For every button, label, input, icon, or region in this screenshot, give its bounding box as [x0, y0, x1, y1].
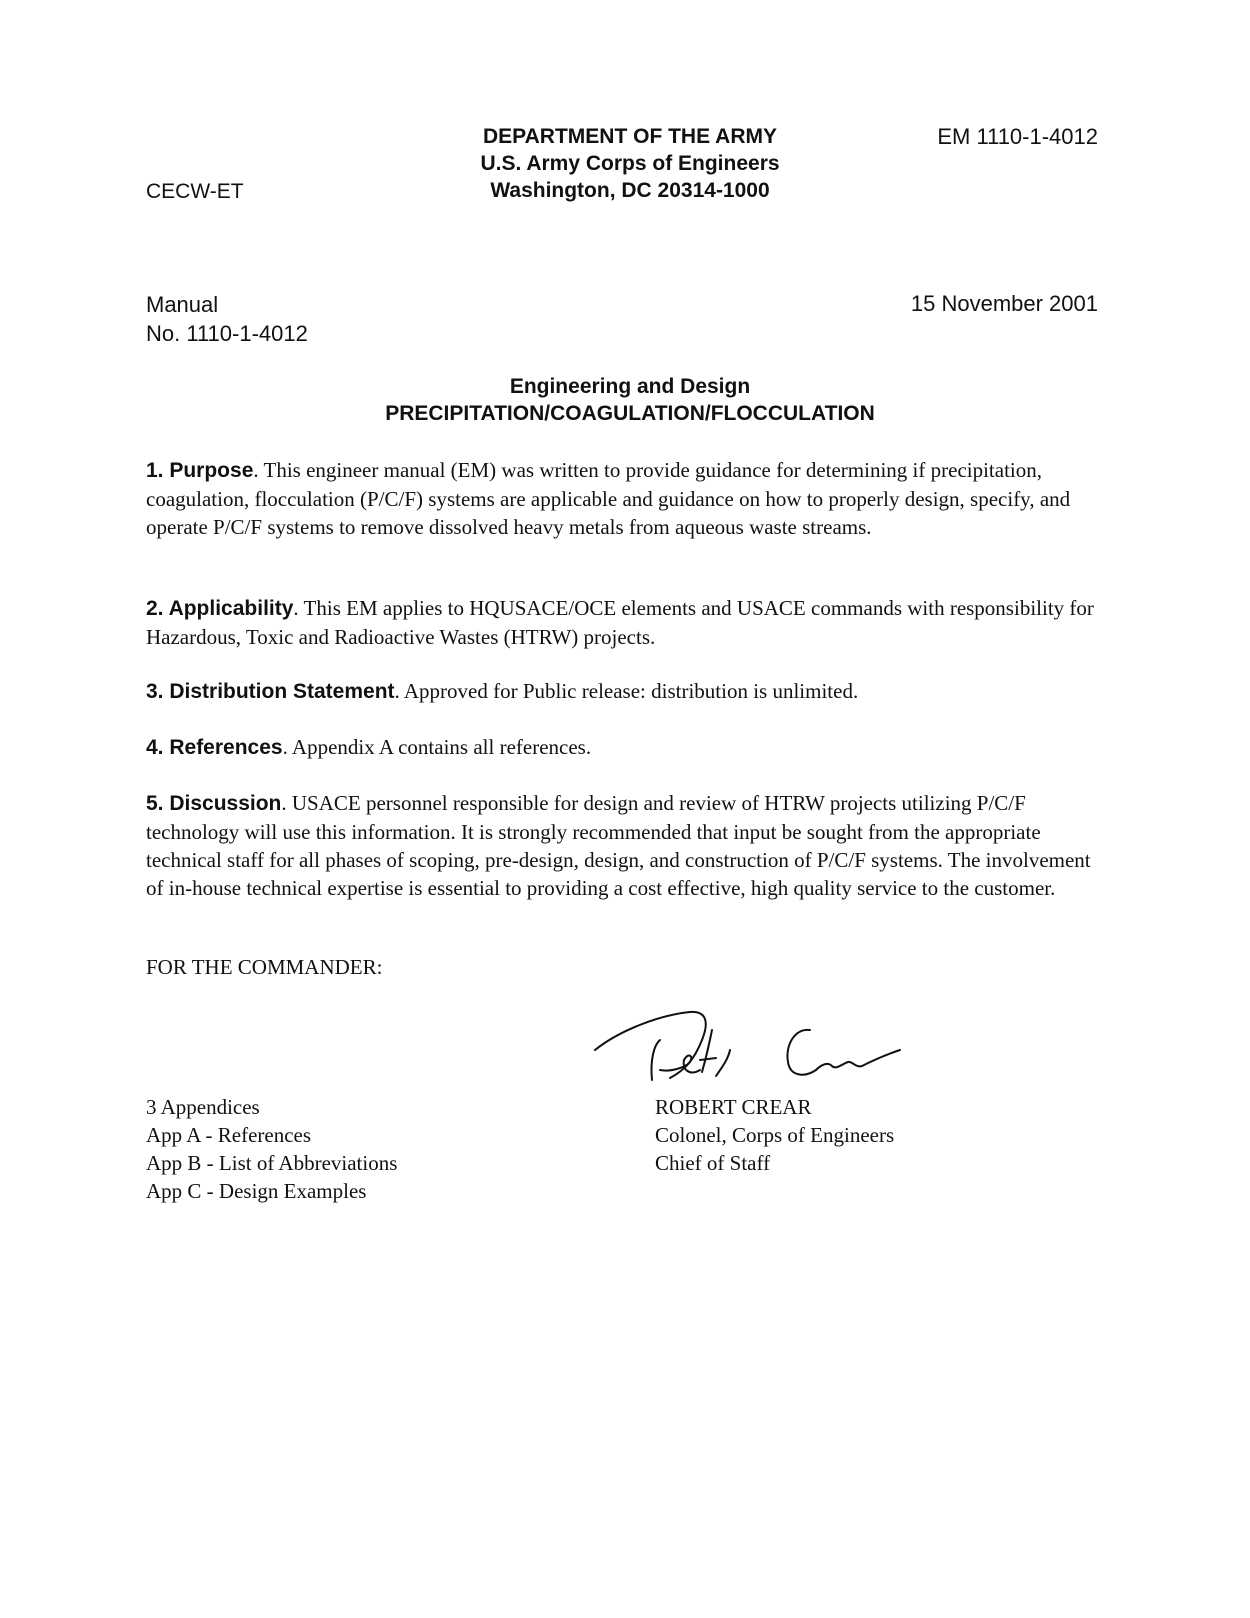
org-line-department: DEPARTMENT OF THE ARMY: [483, 125, 777, 148]
paragraph-label: 2. Applicability: [146, 597, 294, 620]
paragraph-purpose: [146, 456, 1106, 541]
for-the-commander: FOR THE COMMANDER:: [146, 955, 383, 979]
appendices-list: [146, 1093, 397, 1205]
paragraph-text: . USACE personnel responsible for design and review of HTRW projects utilizing P/C/F technology will use this information. It is strongly recommended that input be sought from the appropriate technical staff for all phases of scoping, pre-design, design, and construction of P/C/F systems. The involvement of in-house technical expertise is essential to providing a cost effective, high quality service to the customer.: [146, 791, 1091, 900]
signer-rank: Colonel, Corps of Engineers: [655, 1123, 895, 1147]
paragraph-label: 3. Distribution Statement: [146, 680, 395, 703]
paragraph-text: . Appendix A contains all references.: [282, 735, 592, 759]
paragraph-references: [146, 733, 1106, 762]
paragraph-text: . This engineer manual (EM) was written to provide guidance for determining if precipitation, coagulation, flocculation (P/C/F) systems are applicable and guidance on how to properly design, specify, and operate P/C/F systems to remove dissolved heavy metals from aqueous waste streams.: [146, 458, 1071, 539]
paragraph-distribution: [146, 677, 1106, 706]
signature: [590, 1000, 920, 1090]
paragraph-label: 1. Purpose: [146, 459, 254, 482]
appendix-b: App B - List of Abbreviations: [146, 1151, 398, 1175]
signer-title: Chief of Staff: [655, 1151, 771, 1175]
appendix-a: App A - References: [146, 1123, 312, 1147]
document-date: 15 November 2001: [910, 291, 1098, 316]
appendix-count: 3 Appendices: [146, 1095, 260, 1119]
title-line-2: PRECIPITATION/COAGULATION/FLOCCULATION: [385, 402, 875, 425]
manual-label: Manual: [146, 292, 219, 317]
org-line-address: Washington, DC 20314-1000: [490, 179, 770, 202]
paragraph-text: . This EM applies to HQUSACE/OCE elements and USACE commands with responsibility for Hazardous, Toxic and Radioactive Wastes (HTRW) projects.: [146, 596, 1094, 649]
manual-id: [146, 290, 308, 348]
signer-name: ROBERT CREAR: [655, 1095, 812, 1119]
document-number: EM 1110-1-4012: [937, 124, 1098, 149]
paragraph-discussion: [146, 789, 1106, 902]
signature-block: [655, 1093, 894, 1177]
paragraph-label: 4. References: [146, 736, 283, 759]
organization-header: [330, 123, 930, 204]
office-symbol: CECW-ET: [146, 180, 244, 203]
org-line-corps: U.S. Army Corps of Engineers: [480, 152, 780, 175]
paragraph-text: . Approved for Public release: distribution is unlimited.: [394, 679, 859, 703]
paragraph-applicability: [146, 594, 1106, 651]
appendix-c: App C - Design Examples: [146, 1179, 367, 1203]
title-line-1: Engineering and Design: [509, 375, 751, 398]
document-title: [330, 373, 930, 427]
manual-number: No. 1110-1-4012: [146, 321, 308, 346]
paragraph-label: 5. Discussion: [146, 792, 282, 815]
